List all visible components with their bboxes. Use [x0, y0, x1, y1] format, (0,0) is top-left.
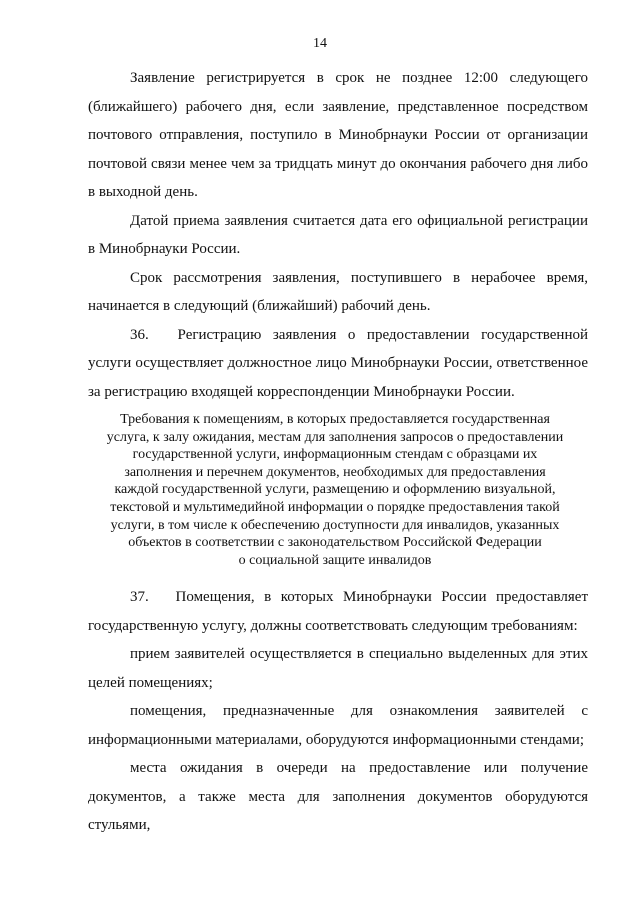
- heading-line: о социальной защите инвалидов: [238, 552, 432, 568]
- paragraph: Заявление регистрируется в срок не позднее 12:00 следующего (ближайшего) рабочего дня, если заявление, представленное посредством почтового отправления, поступило в Минобрнауки России от организации почтовой связи менее чем за тридцать минут до окончания рабочего дня либо в выходной день.: [88, 70, 588, 200]
- item-text: Регистрацию заявления о предоставлении государственной услуги осуществляет должностное лицо Минобрнауки России, ответственное за регистрацию входящей корреспонденции Минобрнауки России.: [88, 326, 589, 400]
- heading-line: заполнения и перечнем документов, необходимых для предоставления: [124, 464, 546, 480]
- body-text-bottom: [88, 583, 588, 840]
- paragraph: Датой приема заявления считается дата его официальной регистрации в Минобрнауки России.: [88, 212, 588, 257]
- heading-line: услуги, в том числе к обеспечению доступности для инвалидов, указанных: [110, 517, 560, 533]
- heading-line: услуга, к залу ожидания, местам для заполнения запросов о предоставлении: [106, 429, 564, 445]
- paragraph: места ожидания в очереди на предоставление или получение документов, а также места для заполнения документов оборудуются стульями,: [88, 760, 588, 833]
- section-heading: [100, 411, 570, 569]
- heading-line: государственной услуги, информационным стендам с образцами их: [132, 447, 538, 463]
- heading-line: Требования к помещениям, в которых предоставляется государственная: [120, 412, 550, 427]
- paragraph: Срок рассмотрения заявления, поступившего в нерабочее время, начинается в следующий (ближайший) рабочий день.: [88, 269, 588, 314]
- item-number: 36.: [130, 326, 149, 343]
- page-number: 14: [313, 36, 327, 51]
- body-text-top: [88, 64, 588, 406]
- heading-line: текстовой и мультимедийной информации о порядке предоставления такой: [110, 499, 560, 515]
- paragraph-item-36: [88, 321, 588, 407]
- paragraph-item-37: [88, 583, 588, 640]
- heading-line: объектов в соответствии с законодательством Российской Федерации: [128, 535, 542, 551]
- paragraph: помещения, предназначенные для ознакомления заявителей с информационными материалами, оборудуются информационными стендами;: [88, 703, 588, 748]
- paragraph: прием заявителей осуществляется в специально выделенных для этих целей помещениях;: [88, 646, 588, 691]
- item-number: 37.: [130, 589, 149, 605]
- heading-line: каждой государственной услуги, размещению и оформлению визуальной,: [114, 482, 556, 498]
- item-text: Помещения, в которых Минобрнауки России предоставляет государственную услугу, должны соответствовать следующим требованиям:: [88, 589, 589, 634]
